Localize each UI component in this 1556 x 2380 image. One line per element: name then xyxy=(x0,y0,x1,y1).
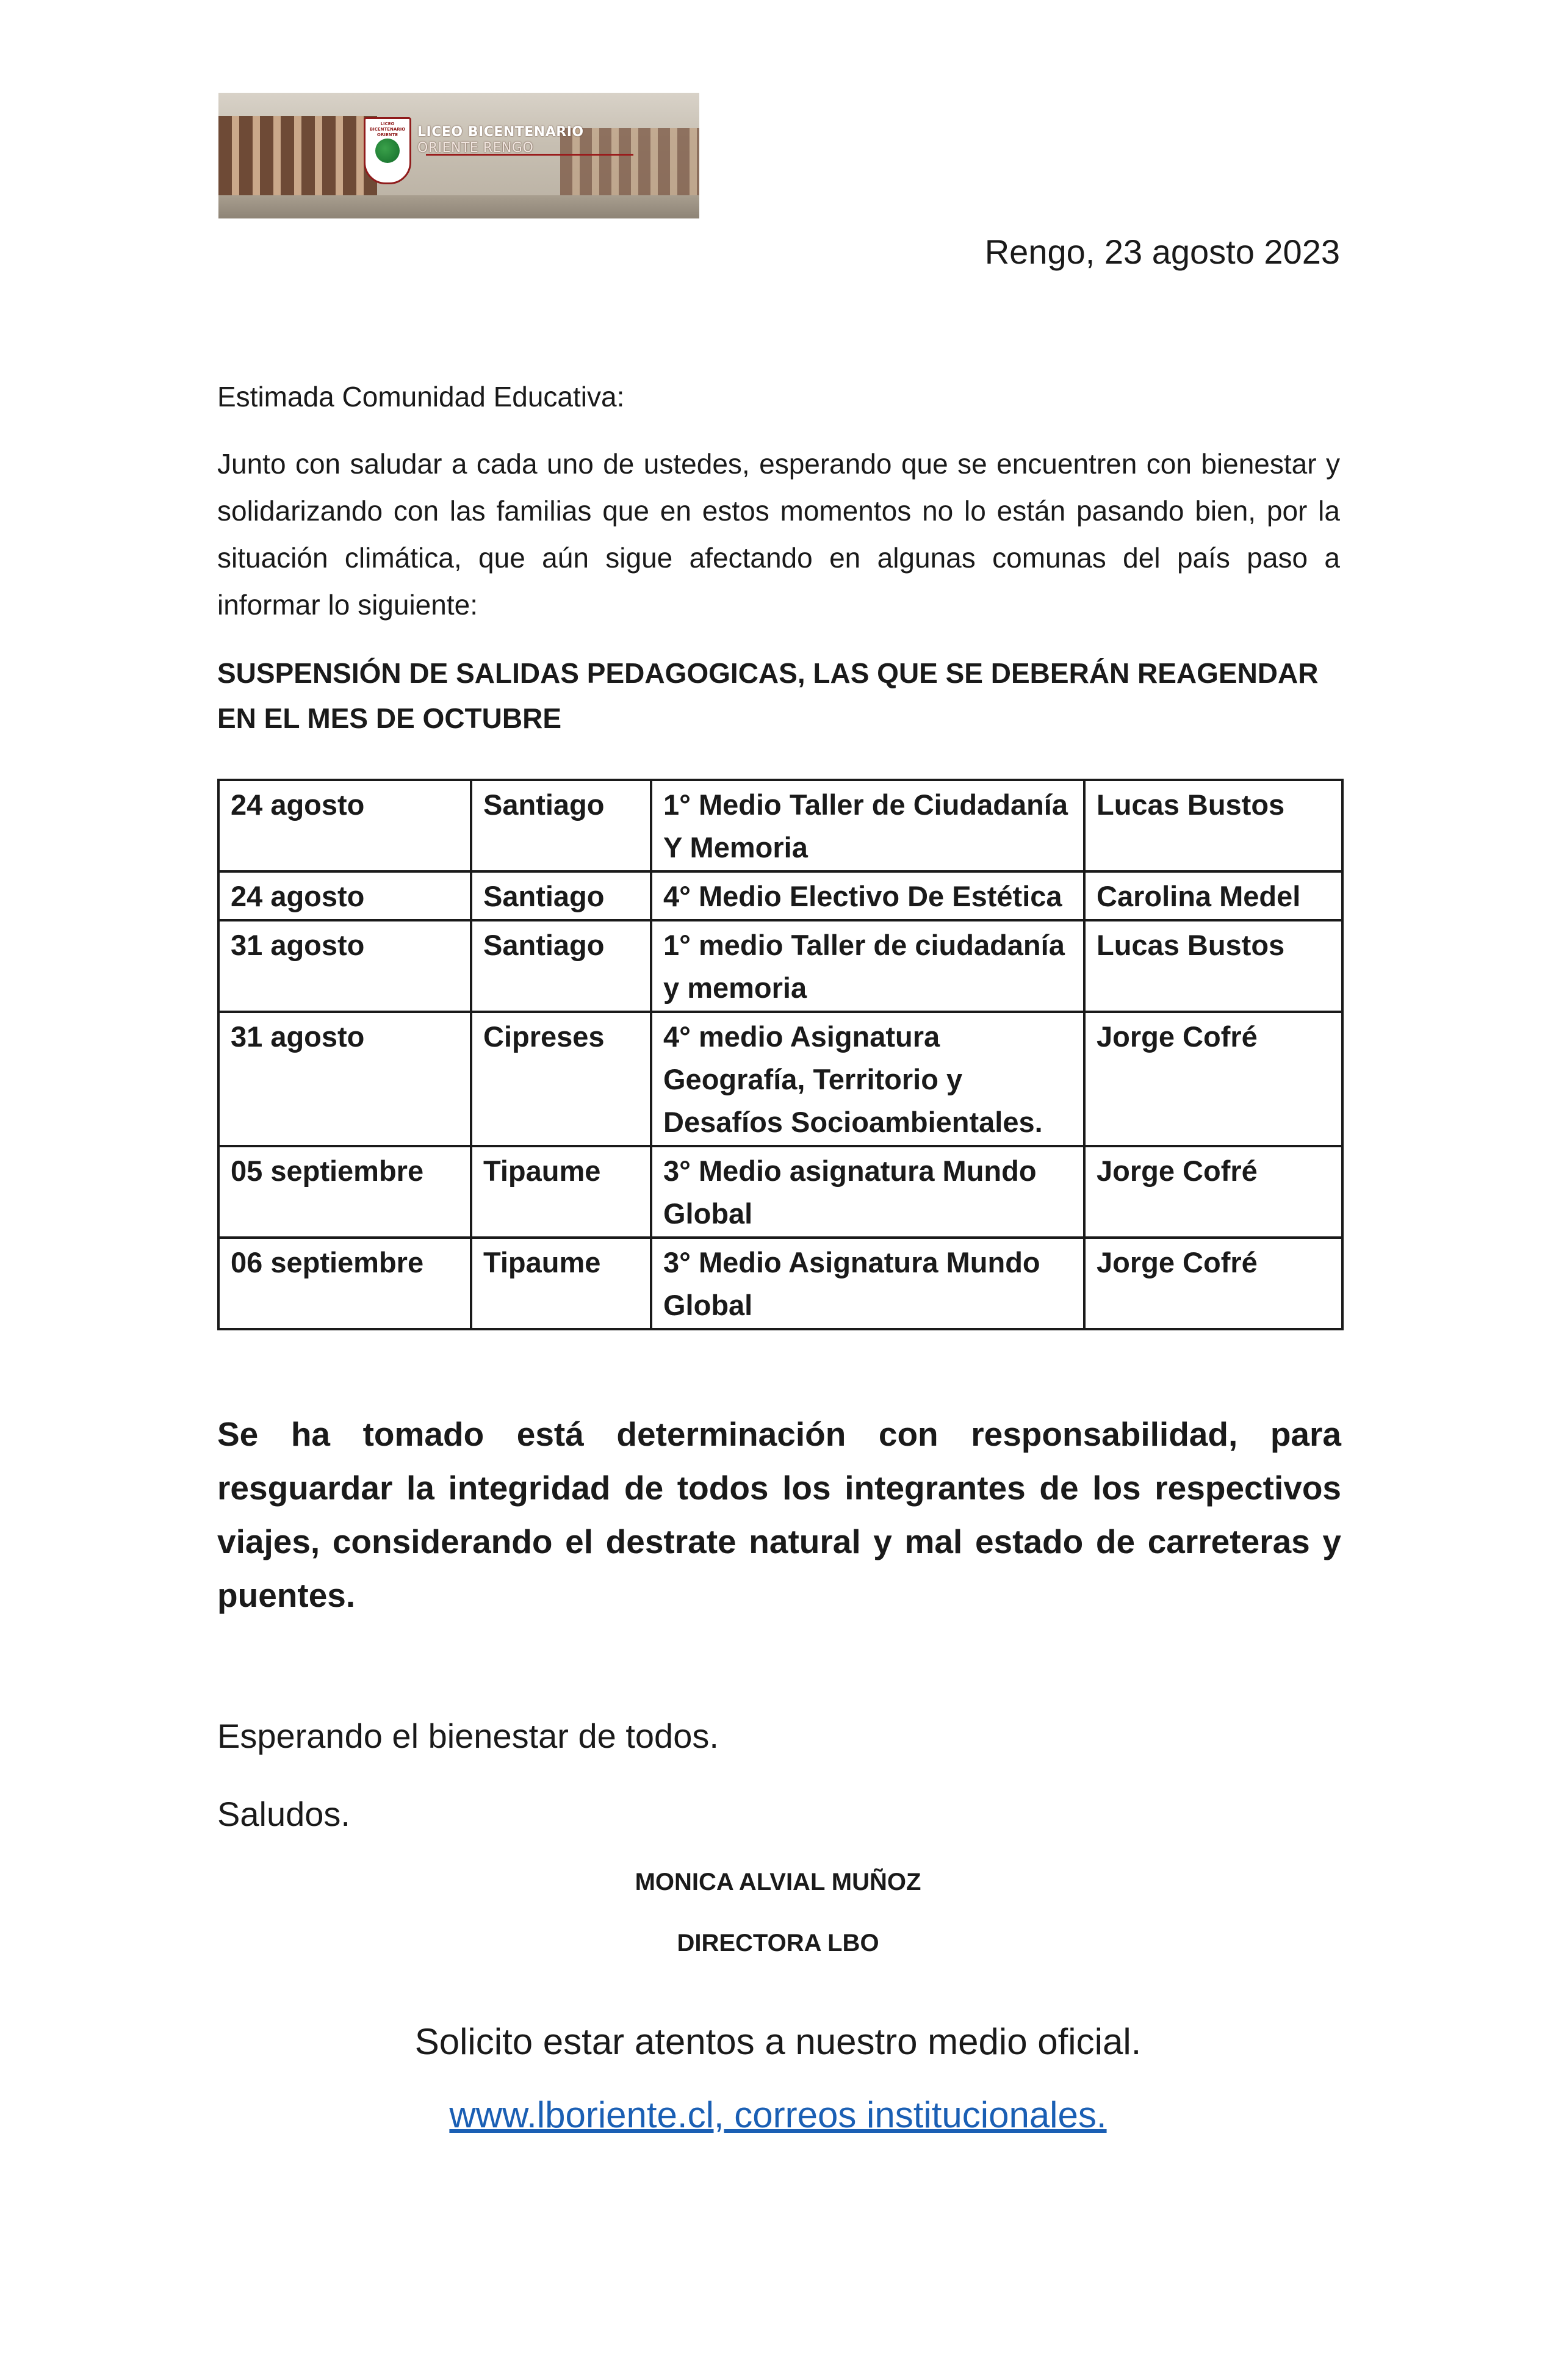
decision-statement: Se ha tomado está determinación con responsabilidad, para resguardar la integridad de todos los integrantes de los respectivos viajes, considerando el destrate natural y mal estado de carreteras y puentes. xyxy=(217,1415,1341,1614)
official-website-link[interactable]: www.lboriente.cl, correos institucionales. xyxy=(449,2094,1107,2135)
closing-salutation: Saludos. xyxy=(217,1795,350,1833)
footer-notice: Solicito estar atentos a nuestro medio oficial. xyxy=(414,2021,1142,2062)
signature-title: DIRECTORA LBO xyxy=(677,1930,879,1956)
intro-paragraph: Junto con saludar a cada uno de ustedes, esperando que se encuentren con bienestar y solidarizando con las familias que en estos momentos no lo están pasando bien, por la situación climática, que aún sigue afectando en algunas comunas del país paso a informar lo siguiente: xyxy=(217,448,1340,621)
trip-course: 3° Medio Asignatura Mundo Global xyxy=(651,1238,1084,1329)
trip-place: Tipaume xyxy=(471,1238,651,1329)
crest-label: LICEO BICENTENARIO ORIENTE xyxy=(369,121,406,137)
trip-course: 4° medio Asignatura Geografía, Territorio y Desafíos Socioambientales. xyxy=(651,1012,1084,1146)
trip-place: Santiago xyxy=(471,871,651,920)
trip-place: Santiago xyxy=(471,920,651,1012)
table-row xyxy=(218,1012,1342,1146)
trip-date: 24 agosto xyxy=(218,780,471,871)
trip-date: 05 septiembre xyxy=(218,1146,471,1238)
globe-icon xyxy=(375,139,400,163)
trip-date: 24 agosto xyxy=(218,871,471,920)
school-crest-icon xyxy=(364,117,411,184)
letter-date: Rengo, 23 agosto 2023 xyxy=(984,233,1340,271)
trip-place: Tipaume xyxy=(471,1146,651,1238)
table-row xyxy=(218,1238,1342,1329)
greeting: Estimada Comunidad Educativa: xyxy=(217,381,625,413)
table-row xyxy=(218,780,1342,871)
logo-text xyxy=(417,124,584,156)
trip-teacher: Jorge Cofré xyxy=(1084,1146,1342,1238)
banner-ground xyxy=(218,195,699,218)
trip-date: 31 agosto xyxy=(218,1012,471,1146)
building-image-left xyxy=(218,116,377,198)
trip-course: 4° Medio Electivo De Estética xyxy=(651,871,1084,920)
table-row xyxy=(218,1146,1342,1238)
trip-place: Santiago xyxy=(471,780,651,871)
closing-wishes: Esperando el bienestar de todos. xyxy=(217,1717,719,1755)
logo-line-2: ORIENTE RENGO xyxy=(417,140,534,156)
trip-teacher: Lucas Bustos xyxy=(1084,780,1342,871)
suspension-notice: SUSPENSIÓN DE SALIDAS PEDAGOGICAS, LAS QUE SE DEBERÁN REAGENDAR EN EL MES DE OCTUBRE xyxy=(217,657,1319,734)
trip-teacher: Lucas Bustos xyxy=(1084,920,1342,1012)
signature-name: MONICA ALVIAL MUÑOZ xyxy=(635,1869,921,1895)
trip-teacher: Jorge Cofré xyxy=(1084,1012,1342,1146)
trip-date: 31 agosto xyxy=(218,920,471,1012)
trip-teacher: Carolina Medel xyxy=(1084,871,1342,920)
table-row xyxy=(218,871,1342,920)
trip-course: 3° Medio asignatura Mundo Global xyxy=(651,1146,1084,1238)
trip-place: Cipreses xyxy=(471,1012,651,1146)
trips-table xyxy=(217,779,1344,1330)
logo-line-1: LICEO BICENTENARIO xyxy=(417,124,584,140)
trip-course: 1° medio Taller de ciudadanía y memoria xyxy=(651,920,1084,1012)
trip-date: 06 septiembre xyxy=(218,1238,471,1329)
table-row xyxy=(218,920,1342,1012)
school-banner-logo xyxy=(218,93,699,218)
trip-teacher: Jorge Cofré xyxy=(1084,1238,1342,1329)
trip-course: 1° Medio Taller de Ciudadanía Y Memoria xyxy=(651,780,1084,871)
